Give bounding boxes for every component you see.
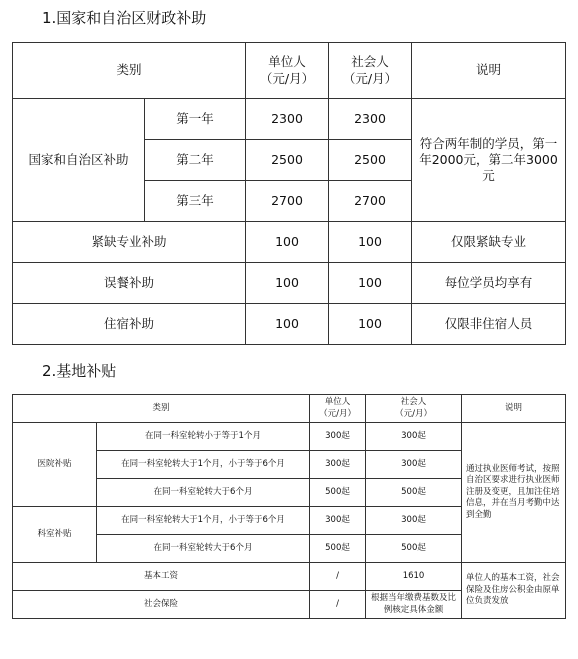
social-value: 300起 (366, 423, 462, 451)
social-value: 1610 (366, 563, 462, 591)
subsidy-note: 通过执业医师考试，按照自治区要求进行执业医师注册及变更，且加注住培信息，并在当月考勤中达到全勤 (462, 423, 566, 563)
social-insurance-label: 社会保险 (13, 591, 310, 619)
social-value: 300起 (366, 507, 462, 535)
header-category: 类别 (13, 395, 310, 423)
unit-value: / (310, 591, 366, 619)
department-subsidy-label: 科室补贴 (13, 507, 97, 563)
header-unit-staff: 单位人 （元/月） (310, 395, 366, 423)
unit-value: 2700 (246, 181, 329, 222)
year-label: 第三年 (145, 181, 246, 222)
unit-value: / (310, 563, 366, 591)
header-social-staff: 社会人 （元/月） (366, 395, 462, 423)
group-note: 符合两年制的学员，第一年2000元，第二年3000元 (412, 99, 566, 222)
unit-value: 300起 (310, 451, 366, 479)
social-value: 500起 (366, 479, 462, 507)
unit-value: 100 (246, 222, 329, 263)
unit-value: 300起 (310, 507, 366, 535)
header-note: 说明 (462, 395, 566, 423)
state-subsidy-table (12, 42, 566, 345)
row-label: 紧缺专业补助 (13, 222, 246, 263)
social-value: 根据当年缴费基数及比例核定具体金额 (366, 591, 462, 619)
social-value: 2500 (329, 140, 412, 181)
unit-value: 100 (246, 304, 329, 345)
salary-note: 单位人的基本工资，社会保险及住房公积金由原单位负责发放 (462, 563, 566, 619)
unit-value: 300起 (310, 423, 366, 451)
unit-value: 100 (246, 263, 329, 304)
condition-text: 在同一科室轮转大于1个月，小于等于6个月 (97, 451, 310, 479)
row-note: 仅限紧缺专业 (412, 222, 566, 263)
social-value: 300起 (366, 451, 462, 479)
social-value: 100 (329, 222, 412, 263)
social-value: 500起 (366, 535, 462, 563)
condition-text: 在同一科室轮转大于6个月 (97, 535, 310, 563)
unit-value: 500起 (310, 479, 366, 507)
section2-title: 2.基地补贴 (42, 362, 117, 380)
year-label: 第一年 (145, 99, 246, 140)
social-value: 2300 (329, 99, 412, 140)
header-social-staff: 社会人 （元/月） (329, 43, 412, 99)
unit-value: 2500 (246, 140, 329, 181)
row-label: 住宿补助 (13, 304, 246, 345)
header-unit-staff: 单位人 （元/月） (246, 43, 329, 99)
condition-text: 在同一科室轮转小于等于1个月 (97, 423, 310, 451)
unit-value: 2300 (246, 99, 329, 140)
condition-text: 在同一科室轮转大于6个月 (97, 479, 310, 507)
base-subsidy-table (12, 394, 566, 619)
group-label: 国家和自治区补助 (13, 99, 145, 222)
row-note: 仅限非住宿人员 (412, 304, 566, 345)
social-value: 2700 (329, 181, 412, 222)
unit-value: 500起 (310, 535, 366, 563)
row-note: 每位学员均享有 (412, 263, 566, 304)
hospital-subsidy-label: 医院补贴 (13, 423, 97, 507)
social-value: 100 (329, 304, 412, 345)
row-label: 误餐补助 (13, 263, 246, 304)
header-category: 类别 (13, 43, 246, 99)
base-salary-label: 基本工资 (13, 563, 310, 591)
header-note: 说明 (412, 43, 566, 99)
section1-title: 1.国家和自治区财政补助 (42, 9, 207, 27)
social-value: 100 (329, 263, 412, 304)
year-label: 第二年 (145, 140, 246, 181)
condition-text: 在同一科室轮转大于1个月，小于等于6个月 (97, 507, 310, 535)
